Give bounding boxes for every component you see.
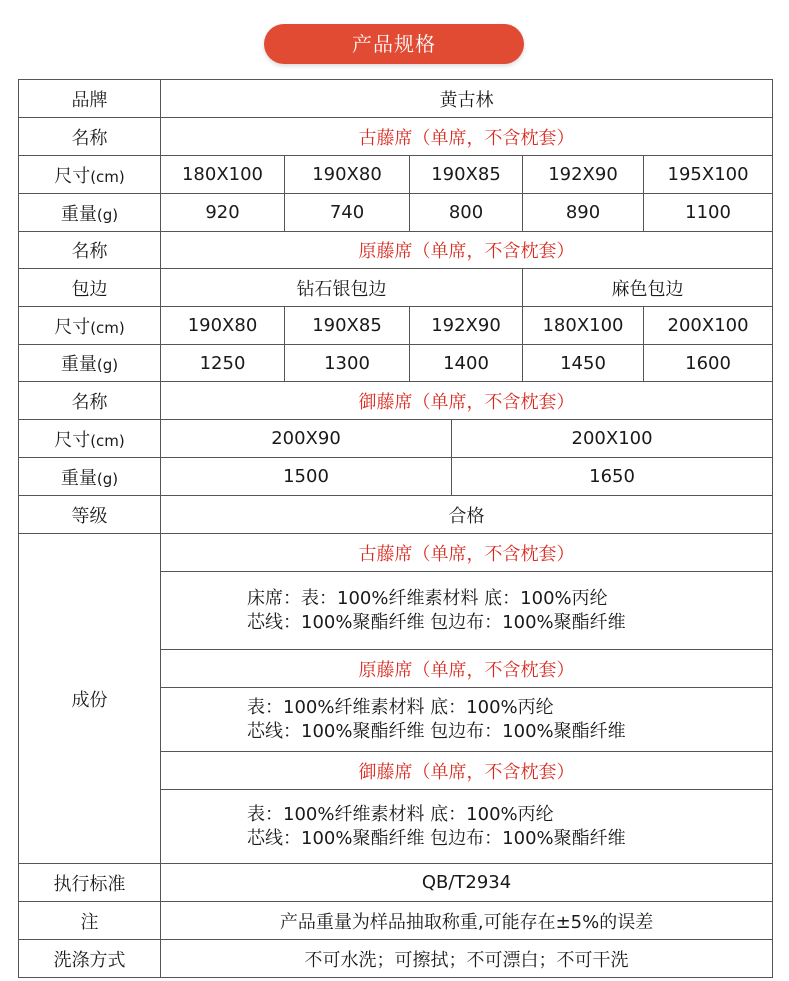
composition-line: 芯线：100%聚酯纤维 包边布：100%聚酯纤维 — [247, 720, 626, 742]
product-name-3: 御藤席（单席，不含枕套） — [161, 382, 773, 420]
brand-row — [19, 80, 773, 118]
composition-row — [19, 534, 773, 572]
size-row-3 — [19, 420, 773, 458]
brand-label: 品牌 — [19, 80, 161, 118]
size-row-1 — [19, 156, 773, 194]
size-cell: 195X100 — [644, 156, 773, 194]
name-label: 名称 — [19, 382, 161, 420]
size-cell: 190X85 — [410, 156, 523, 194]
size-cell: 192X90 — [410, 307, 523, 345]
size-unit: (cm) — [90, 318, 125, 337]
size-cell: 180X100 — [523, 307, 644, 345]
name-label: 名称 — [19, 232, 161, 269]
name-row-3 — [19, 382, 773, 420]
weight-label — [19, 458, 161, 496]
weight-label-text: 重量 — [60, 203, 97, 225]
edge-cell: 麻色包边 — [523, 269, 773, 307]
weight-cell: 1250 — [161, 345, 285, 382]
weight-label — [19, 194, 161, 232]
weight-unit: (g) — [96, 356, 119, 374]
composition-product-name: 御藤席（单席，不含枕套） — [161, 752, 773, 790]
weight-cell: 1500 — [161, 458, 452, 496]
note-row — [19, 902, 773, 940]
size-label-text: 尺寸 — [54, 165, 91, 187]
edge-cell: 钻石银包边 — [161, 269, 523, 307]
weight-cell: 1450 — [523, 345, 644, 382]
size-cell: 200X100 — [452, 420, 773, 458]
weight-cell: 1650 — [452, 458, 773, 496]
size-cell: 180X100 — [161, 156, 285, 194]
composition-line: 芯线：100%聚酯纤维 包边布：100%聚酯纤维 — [247, 827, 626, 849]
spec-title: 产品规格 — [264, 24, 524, 64]
weight-label-text: 重量 — [60, 467, 97, 489]
composition-label: 成份 — [19, 534, 161, 864]
size-unit: (cm) — [90, 431, 125, 450]
weight-unit: (g) — [96, 205, 119, 224]
size-cell: 200X100 — [644, 307, 773, 345]
spec-table — [18, 79, 773, 978]
brand-value: 黄古林 — [161, 80, 773, 118]
weight-cell: 1100 — [644, 194, 773, 232]
edge-row — [19, 269, 773, 307]
weight-label — [19, 345, 161, 382]
composition-detail — [161, 572, 773, 650]
composition-line: 表：100%纤维素材料 底：100%丙纶 — [247, 803, 554, 825]
wash-value: 不可水洗；可擦拭；不可漂白；不可干洗 — [161, 940, 773, 978]
weight-cell: 920 — [161, 194, 285, 232]
composition-line: 芯线：100%聚酯纤维 包边布：100%聚酯纤维 — [247, 611, 626, 633]
grade-row — [19, 496, 773, 534]
name-row-1 — [19, 118, 773, 156]
size-cell: 200X90 — [161, 420, 452, 458]
size-cell: 190X85 — [285, 307, 410, 345]
weight-cell: 1400 — [410, 345, 523, 382]
weight-row-3 — [19, 458, 773, 496]
size-row-2 — [19, 307, 773, 345]
note-value: 产品重量为样品抽取称重,可能存在±5%的误差 — [161, 902, 773, 940]
size-label — [19, 420, 161, 458]
size-cell: 190X80 — [285, 156, 410, 194]
weight-row-1 — [19, 194, 773, 232]
composition-product-name: 古藤席（单席，不含枕套） — [161, 534, 773, 572]
size-cell: 190X80 — [161, 307, 285, 345]
weight-unit: (g) — [96, 469, 119, 488]
note-label: 注 — [19, 902, 161, 940]
size-label-text: 尺寸 — [54, 429, 91, 451]
size-cell: 192X90 — [523, 156, 644, 194]
size-unit: (cm) — [90, 167, 125, 186]
standard-value: QB/T2934 — [161, 864, 773, 902]
size-label-text: 尺寸 — [54, 316, 91, 338]
weight-cell: 1300 — [285, 345, 410, 382]
standard-label: 执行标准 — [19, 864, 161, 902]
name-row-2 — [19, 232, 773, 269]
weight-cell: 800 — [410, 194, 523, 232]
composition-line: 床席：表：100%纤维素材料 底：100%丙纶 — [247, 587, 608, 609]
composition-line: 表：100%纤维素材料 底：100%丙纶 — [247, 696, 554, 718]
weight-label-text: 重量 — [60, 354, 97, 375]
composition-product-name: 原藤席（单席，不含枕套） — [161, 650, 773, 688]
weight-cell: 740 — [285, 194, 410, 232]
product-name-1: 古藤席（单席，不含枕套） — [161, 118, 773, 156]
size-label — [19, 156, 161, 194]
product-name-2: 原藤席（单席，不含枕套） — [161, 232, 773, 269]
weight-cell: 1600 — [644, 345, 773, 382]
weight-cell: 890 — [523, 194, 644, 232]
composition-detail — [161, 790, 773, 864]
grade-value: 合格 — [161, 496, 773, 534]
name-label: 名称 — [19, 118, 161, 156]
size-label — [19, 307, 161, 345]
wash-row — [19, 940, 773, 978]
standard-row — [19, 864, 773, 902]
grade-label: 等级 — [19, 496, 161, 534]
edge-label: 包边 — [19, 269, 161, 307]
weight-row-2 — [19, 345, 773, 382]
wash-label: 洗涤方式 — [19, 940, 161, 978]
composition-detail — [161, 688, 773, 752]
